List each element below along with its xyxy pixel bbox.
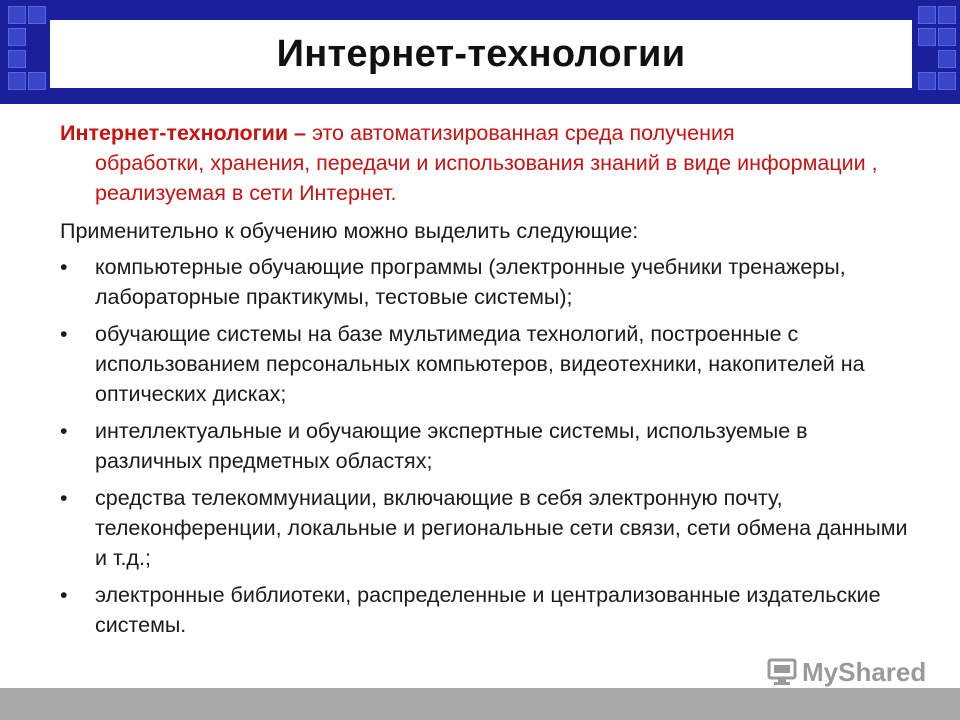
list-item-text: средства телекоммуниации, включающие в себя электронную почту, телеконференции, локальные и региональные сети связи, сети обмена данными и т.д.; xyxy=(95,486,908,570)
bullet-icon: • xyxy=(60,419,68,443)
list-item-text: электронные библиотеки, распределенные и централизованные издательские системы. xyxy=(95,583,881,637)
slide-content xyxy=(60,118,910,647)
list-item xyxy=(60,319,910,409)
decor-square xyxy=(28,6,46,24)
slide-title: Интернет-технологии xyxy=(276,32,686,75)
definition xyxy=(60,118,910,208)
decor-square xyxy=(938,72,956,90)
decor-square xyxy=(8,6,26,24)
decor-square xyxy=(938,28,956,46)
bullet-icon: • xyxy=(60,255,68,279)
list-item xyxy=(60,252,910,312)
watermark-logo xyxy=(766,656,926,688)
list-item-text: обучающие системы на базе мультимедиа технологий, построенные с использованием персональных компьютеров, видеотехники, накопителей на оптических дисках; xyxy=(95,322,865,406)
list-item xyxy=(60,580,910,640)
list-item xyxy=(60,483,910,573)
title-box xyxy=(50,20,912,88)
decor-square xyxy=(938,50,956,68)
definition-term: Интернет-технологии – xyxy=(60,121,306,145)
decor-square xyxy=(938,6,956,24)
decor-square xyxy=(8,28,26,46)
list-item-text: интеллектуальные и обучающие экспертные системы, используемые в различных предметных областях; xyxy=(95,419,808,473)
decor-square xyxy=(918,28,936,46)
decor-square xyxy=(28,72,46,90)
decor-square xyxy=(918,6,936,24)
decor-square xyxy=(8,72,26,90)
lead-text: Применительно к обучению можно выделить следующие: xyxy=(60,219,639,243)
bullet-list xyxy=(60,252,910,640)
decor-square xyxy=(918,72,936,90)
decor-square xyxy=(8,50,26,68)
list-item-text: компьютерные обучающие программы (электронные учебники тренажеры, лабораторные практикумы, тестовые системы); xyxy=(95,255,846,309)
watermark-text: MyShared xyxy=(802,656,927,687)
list-item xyxy=(60,416,910,476)
definition-text-line1: это автоматизированная среда получения xyxy=(305,121,735,145)
computer-icon xyxy=(766,656,798,688)
footer-band xyxy=(0,688,960,720)
bullet-icon: • xyxy=(60,583,68,607)
definition-text-cont: обработки, хранения, передачи и использования знаний в виде информации , реализуемая в сети Интернет. xyxy=(95,151,878,205)
bullet-icon: • xyxy=(60,486,68,510)
bullet-icon: • xyxy=(60,322,68,346)
